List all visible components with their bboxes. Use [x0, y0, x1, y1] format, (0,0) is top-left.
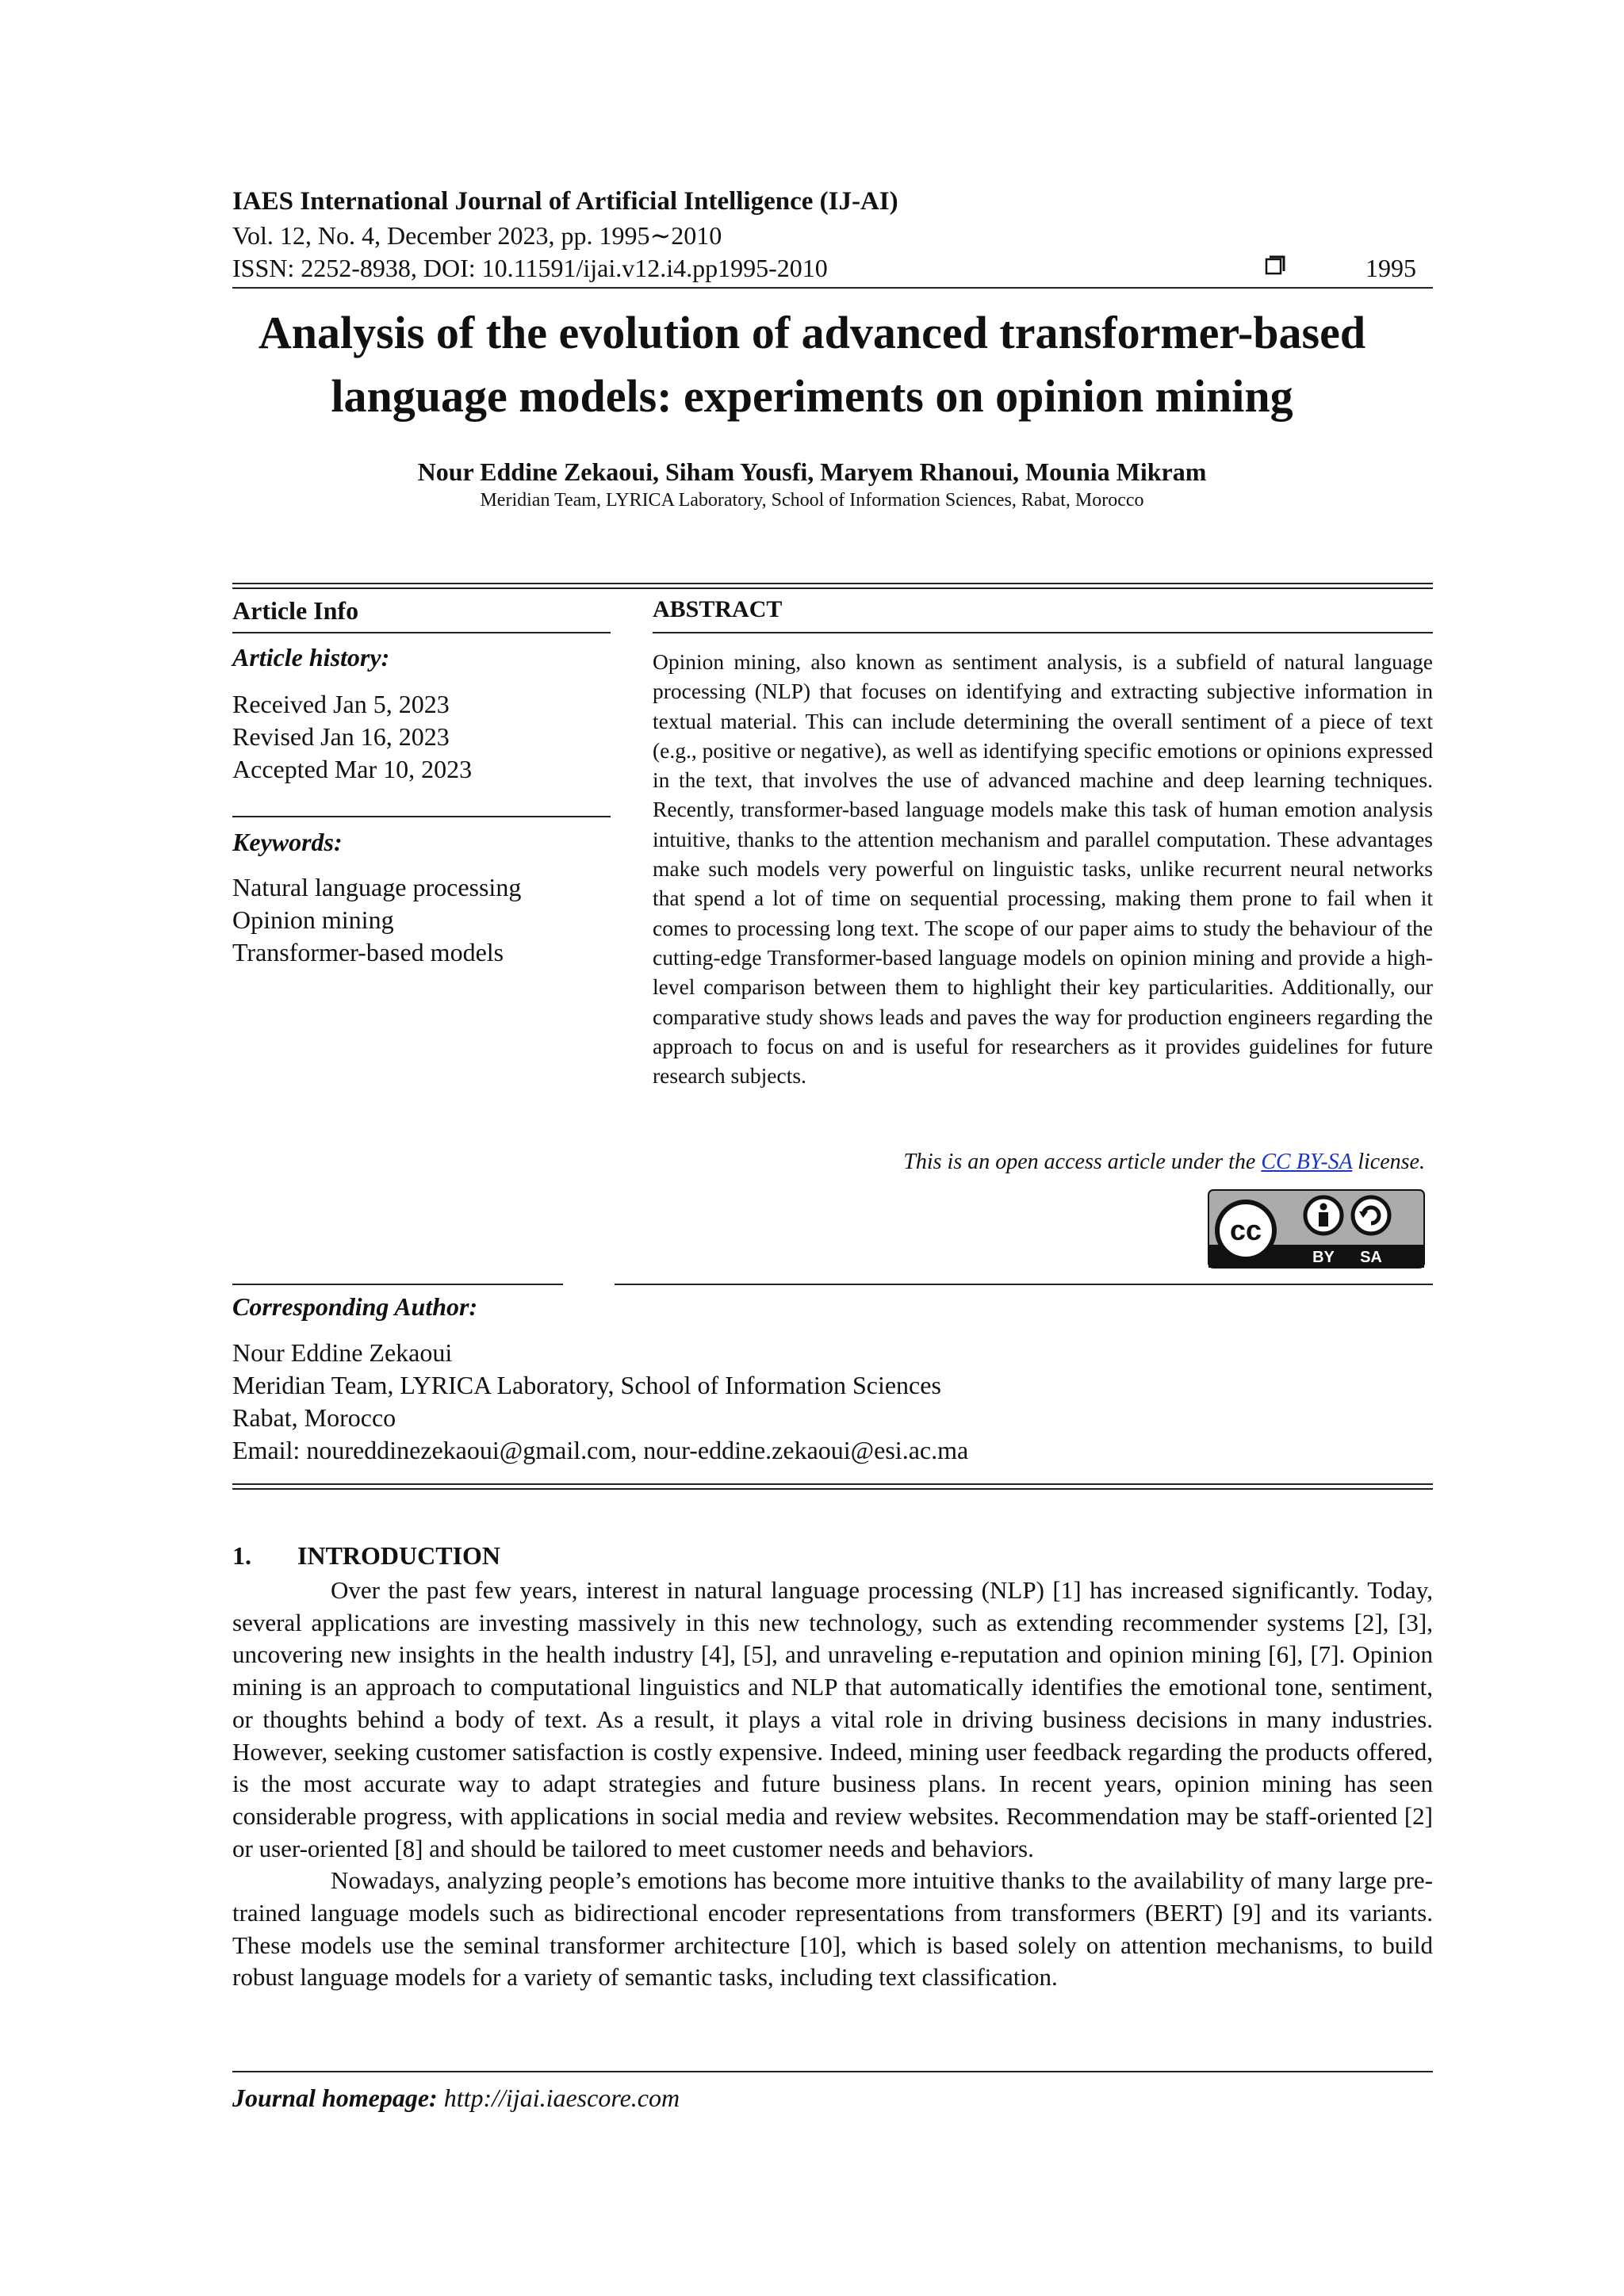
journal-name: IAES International Journal of Artificial Intelligence (IJ-AI)	[232, 187, 898, 216]
license-suffix: license.	[1352, 1150, 1425, 1174]
abstract-rule	[653, 632, 1433, 633]
corresponding-rule-left	[232, 1284, 563, 1285]
keyword-item: Natural language processing	[232, 873, 522, 901]
corresponding-rule-right	[615, 1284, 1433, 1285]
license-note	[793, 1150, 1425, 1175]
intro-paragraph-1: Over the past few years, interest in natural language processing (NLP) [1] has increased significantly. Today, several applications are investing massively in this new technology, such as extending recommender systems [2], [3], uncovering new insights in the health industry [4], [5], and unraveling e-reputation and opinion mining [6], [7]. Opinion mining is an approach to computational linguistics and NLP that automatically identifies the emotional tone, sentiment, or thoughts behind a body of text. As a result, it plays a vital role in driving business decisions in many industries. However, seeking customer satisfaction is costly expensive. Indeed, mining user feedback regarding the products offered, is the most accurate way to adapt strategies and future business plans. In recent years, opinion mining has seen considerable progress, with applications in social media and review websites. Recommendation may be staff-oriented [2] or user-oriented [8] and should be tailored to meet customer needs and behaviors.	[232, 1576, 1433, 1862]
cc-badge-sa: SA	[1360, 1249, 1382, 1266]
article-info-heading: Article Info	[232, 596, 359, 625]
cc-badge-cc: cc	[1229, 1214, 1262, 1246]
info-bottom-rule-1	[232, 1483, 1433, 1485]
title-line-1: Analysis of the evolution of advanced transformer-based	[258, 307, 1366, 358]
affiliation: Meridian Team, LYRICA Laboratory, School of Information Sciences, Rabat, Morocco	[480, 490, 1144, 511]
journal-issn-doi: ISSN: 2252-8938, DOI: 10.11591/ijai.v12.i4.pp1995-2010	[232, 254, 828, 282]
license-prefix: This is an open access article under the	[903, 1150, 1262, 1174]
keyword-item: Opinion mining	[232, 905, 394, 934]
article-history-heading: Article history:	[232, 643, 390, 672]
corresponding-name: Nour Eddine Zekaoui	[232, 1338, 453, 1367]
homepage-label: Journal homepage:	[232, 2084, 438, 2112]
header-rule	[232, 287, 1433, 289]
keyword-item: Transformer-based models	[232, 938, 504, 966]
corresponding-heading: Corresponding Author:	[232, 1292, 478, 1321]
accepted-date: Accepted Mar 10, 2023	[232, 755, 473, 783]
footer-rule	[232, 2071, 1433, 2072]
authors: Nour Eddine Zekaoui, Siham Yousfi, Maryem Rhanoui, Mounia Mikram	[417, 457, 1207, 486]
article-history	[232, 688, 472, 786]
intro-paragraph-2: Nowadays, analyzing people’s emotions has become more intuitive thanks to the availability of many large pre-trained language models such as bidirectional encoder representations from transformers (BERT) [9] and its variants. These models use the seminal transformer architecture [10], which is based solely on attention mechanisms, to build robust language models for a variety of semantic tasks, including text classification.	[232, 1866, 1433, 1992]
journal-volume: Vol. 12, No. 4, December 2023, pp. 1995∼2010	[232, 221, 722, 250]
info-bottom-rule-2	[232, 1488, 1433, 1490]
paper-title	[0, 301, 1624, 428]
cc-by-sa-badge[interactable]	[1208, 1189, 1425, 1269]
square-icon	[1265, 255, 1285, 276]
keywords-heading: Keywords:	[232, 828, 343, 856]
section-heading-introduction	[232, 1541, 500, 1571]
corresponding-details	[232, 1337, 968, 1467]
corresponding-city: Rabat, Morocco	[232, 1403, 396, 1432]
info-top-rule-2	[232, 587, 1433, 589]
revised-date: Revised Jan 16, 2023	[232, 722, 450, 751]
article-info-rule	[232, 632, 611, 633]
cc-badge-by: BY	[1312, 1249, 1335, 1266]
abstract-heading: ABSTRACT	[653, 596, 783, 622]
cc-by-sa-link[interactable]: CC BY-SA	[1261, 1150, 1353, 1174]
section-number: 1.	[232, 1541, 251, 1570]
introduction-body	[232, 1575, 1433, 1994]
corresponding-affiliation: Meridian Team, LYRICA Laboratory, School of Information Sciences	[232, 1371, 941, 1399]
cc-badge-icon	[1208, 1189, 1425, 1269]
received-date: Received Jan 5, 2023	[232, 690, 450, 718]
homepage-url[interactable]: http://ijai.iaescore.com	[443, 2084, 680, 2112]
keywords-rule	[232, 816, 611, 817]
journal-homepage	[232, 2084, 680, 2113]
abstract-text: Opinion mining, also known as sentiment analysis, is a subfield of natural language processing (NLP) that focuses on identifying and extracting subjective information in textual material. This can include determining the overall sentiment of a piece of text (e.g., positive or negative), as well as identifying specific emotions or opinions expressed in the text, that involves the use of advanced machine and deep learning techniques. Recently, transformer-based language models make this task of human emotion analysis intuitive, thanks to the attention mechanism and parallel computation. These advantages make such models very powerful on linguistic tasks, unlike recurrent neural networks that spend a lot of time on sequential processing, making them prone to fail when it comes to processing long text. The scope of our paper aims to study the behaviour of the cutting-edge Transformer-based language models on opinion mining and provide a high-level comparison between them to highlight their key particularities. Additionally, our comparative study shows leads and paves the way for production engineers regarding the approach to focus on and is useful for researchers as it provides guidelines for future research subjects.	[653, 649, 1433, 1089]
section-title: INTRODUCTION	[297, 1541, 501, 1570]
page-number: 1995	[1365, 254, 1416, 282]
info-top-rule-1	[232, 583, 1433, 584]
title-line-2: language models: experiments on opinion mining	[331, 370, 1293, 422]
keywords-list	[232, 871, 521, 969]
corresponding-email: Email: noureddinezekaoui@gmail.com, nour-eddine.zekaoui@esi.ac.ma	[232, 1436, 969, 1464]
